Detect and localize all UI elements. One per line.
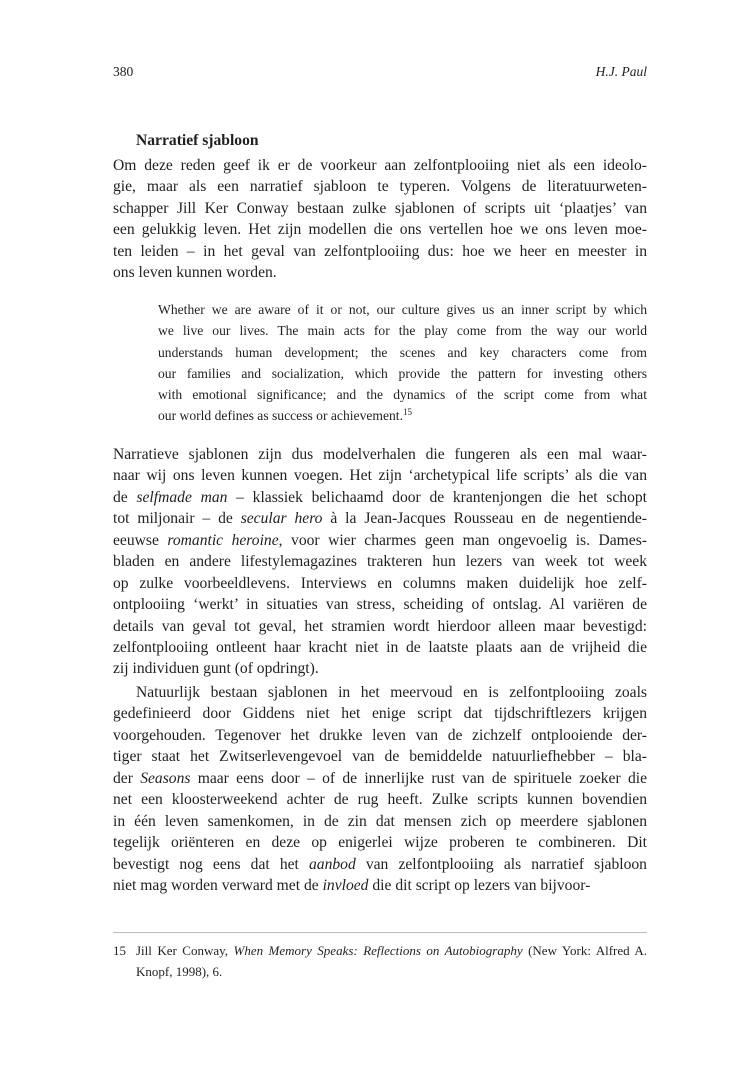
text-line bbox=[113, 768, 647, 789]
text-line bbox=[113, 875, 647, 896]
text-line bbox=[113, 176, 647, 197]
text-line bbox=[113, 854, 647, 875]
section-heading: Narratief sjabloon bbox=[136, 132, 259, 149]
text-line bbox=[113, 811, 647, 832]
text-line bbox=[113, 444, 647, 465]
text-run: ons leven kunnen worden. bbox=[113, 264, 277, 282]
text-run: in één leven samenkomen, in de zin dat mensen zich op meerdere sjablonen bbox=[113, 812, 647, 830]
text-run: tot miljonair – de bbox=[113, 510, 241, 528]
text-run: schapper Jill Ker Conway bestaan zulke sjablonen of scripts uit ‘plaatjes’ van bbox=[113, 199, 647, 217]
text-run: zij individuen gunt (of opdringt). bbox=[113, 660, 319, 678]
block-quote bbox=[158, 299, 647, 427]
running-head: H.J. Paul bbox=[595, 64, 647, 79]
text-line bbox=[113, 703, 647, 724]
text-line bbox=[113, 789, 647, 810]
text-line bbox=[158, 320, 647, 341]
text-run: een gelukkig leven. Het zijn modellen die ons vertellen hoe we ons leven moe- bbox=[113, 221, 647, 239]
text-run: Whether we are aware of it or not, our culture gives us an inner script by which bbox=[158, 302, 647, 317]
text-line bbox=[113, 682, 647, 703]
text-run: van zelfontplooiing als narratief sjabloon bbox=[355, 855, 647, 873]
text-line bbox=[113, 198, 647, 219]
text-run: bevestigt nog eens dat het bbox=[113, 855, 309, 873]
footnote-reference[interactable]: 15 bbox=[402, 407, 412, 418]
italic-text: selfmade man bbox=[136, 488, 228, 506]
text-line bbox=[113, 616, 647, 637]
text-run: with emotional significance; and the dynamics of the script come from what bbox=[158, 387, 647, 403]
text-line bbox=[113, 594, 647, 615]
text-line bbox=[158, 299, 647, 320]
italic-text: romantic heroine bbox=[167, 531, 279, 549]
text-line bbox=[158, 384, 647, 405]
text-line bbox=[113, 637, 647, 658]
text-line bbox=[113, 508, 647, 529]
text-run: tiger staat het Zwitserlevengevoel van de bemiddelde natuurliefhebber – bla- bbox=[113, 748, 647, 766]
text-line bbox=[113, 241, 647, 262]
text-run: ontplooiing ‘werkt’ in situaties van stress, scheiding of ontslag. Al variëren de bbox=[113, 596, 647, 614]
text-run: bladen en andere lifestylemagazines trakteren hun lezers van week tot week bbox=[113, 553, 647, 571]
text-run: die dit script op lezers van bijvoor- bbox=[368, 876, 591, 894]
text-run: eeuwse bbox=[113, 531, 168, 549]
text-line bbox=[113, 487, 647, 508]
text-run: der bbox=[113, 769, 141, 787]
text-run: net een kloosterweekend achter de rug heeft. Zulke scripts kunnen bovendien bbox=[113, 791, 647, 809]
italic-text: secular hero bbox=[240, 510, 323, 528]
text-run: Om deze reden geef ik er de voorkeur aan zelfontplooiing niet als een ideolo- bbox=[113, 157, 647, 174]
text-run: op zulke voorbeeldlevens. Interviews en columns maken duidelijk hoe zelf- bbox=[113, 574, 647, 592]
text-line bbox=[158, 363, 647, 384]
text-run: naar wij ons leven kunnen voegen. Het zijn ‘archetypical life scripts’ als die van bbox=[113, 467, 647, 485]
text-run: tegelijk oriënteren en deze op enigerlei wijze proberen te combineren. Dit bbox=[113, 834, 647, 852]
text-run: Narratieve sjablonen zijn dus modelverhalen die fungeren als een mal waar- bbox=[113, 446, 647, 463]
text-run: understands human development; the scenes and key characters come from bbox=[158, 344, 647, 360]
text-run: ten leiden – in het geval van zelfontplooiing dus: hoe we heer en meester in bbox=[113, 242, 647, 260]
text-run: zelfontplooiing ontleent haar kracht niet in de laatste plaats aan de vrijheid die bbox=[113, 638, 647, 656]
footnote-divider bbox=[113, 932, 647, 933]
text-line bbox=[158, 405, 647, 426]
text-line bbox=[113, 155, 647, 176]
text-run: (New York: Alfred A. bbox=[522, 943, 647, 958]
footnote-number: 15 bbox=[113, 943, 126, 958]
text-line bbox=[113, 658, 647, 679]
text-run: voorgehouden. Tegenover het drukke leven van de zichzelf ontplooiende der- bbox=[113, 726, 647, 744]
italic-text: invloed bbox=[322, 876, 369, 894]
text-run: details van geval tot geval, het stramien wordt hierdoor alleen maar bevestigd: bbox=[113, 617, 647, 635]
text-line bbox=[113, 832, 647, 853]
paragraph-intro bbox=[113, 155, 647, 284]
text-line bbox=[113, 746, 647, 767]
text-run: niet mag worden verward met de bbox=[113, 876, 323, 894]
paragraph-plural-templates bbox=[113, 682, 647, 896]
text-run: Jill Ker Conway, bbox=[136, 943, 234, 958]
text-line bbox=[113, 465, 647, 486]
text-run: de bbox=[113, 488, 137, 506]
paragraph-narrative-templates bbox=[113, 444, 647, 680]
text-line bbox=[113, 262, 647, 283]
text-run: our families and socialization, which provide the pattern for investing others bbox=[158, 365, 647, 381]
text-line bbox=[113, 551, 647, 572]
text-run: gie, maar als een narratief sjabloon te typeren. Volgens de literatuurweten- bbox=[113, 178, 647, 196]
footnote-text bbox=[136, 940, 647, 982]
footnote bbox=[113, 940, 647, 982]
text-run: gedefinieerd door Giddens niet het enige script dat tijdschriftlezers krijgen bbox=[113, 705, 647, 723]
text-run: Natuurlijk bestaan sjablonen in het meervoud en is zelfontplooiing zoals bbox=[136, 684, 647, 701]
italic-text: Seasons bbox=[140, 769, 191, 787]
text-run: à la Jean-Jacques Rousseau en de negentiende- bbox=[322, 510, 647, 528]
text-run: maar eens door – of de innerlijke rust van de spirituele zoeker die bbox=[190, 769, 647, 787]
text-line bbox=[113, 725, 647, 746]
text-line bbox=[113, 219, 647, 240]
text-line bbox=[136, 961, 647, 982]
page-number: 380 bbox=[113, 64, 134, 79]
italic-text: When Memory Speaks: Reflections on Autobiography bbox=[233, 943, 523, 958]
text-run: we live our lives. The main acts for the play come from the way our world bbox=[158, 323, 647, 339]
text-line bbox=[136, 940, 647, 961]
text-line bbox=[158, 342, 647, 363]
text-run: – klassiek belichaamd door de krantenjongen die het schopt bbox=[227, 488, 648, 506]
text-run: , voor wier charmes geen man ongevoelig is. Dames- bbox=[278, 531, 647, 549]
text-run: our world defines as success or achievement. bbox=[158, 408, 403, 424]
text-run: Knopf, 1998), 6. bbox=[136, 964, 223, 979]
text-line bbox=[113, 573, 647, 594]
text-line bbox=[113, 530, 647, 551]
italic-text: aanbod bbox=[308, 855, 356, 873]
